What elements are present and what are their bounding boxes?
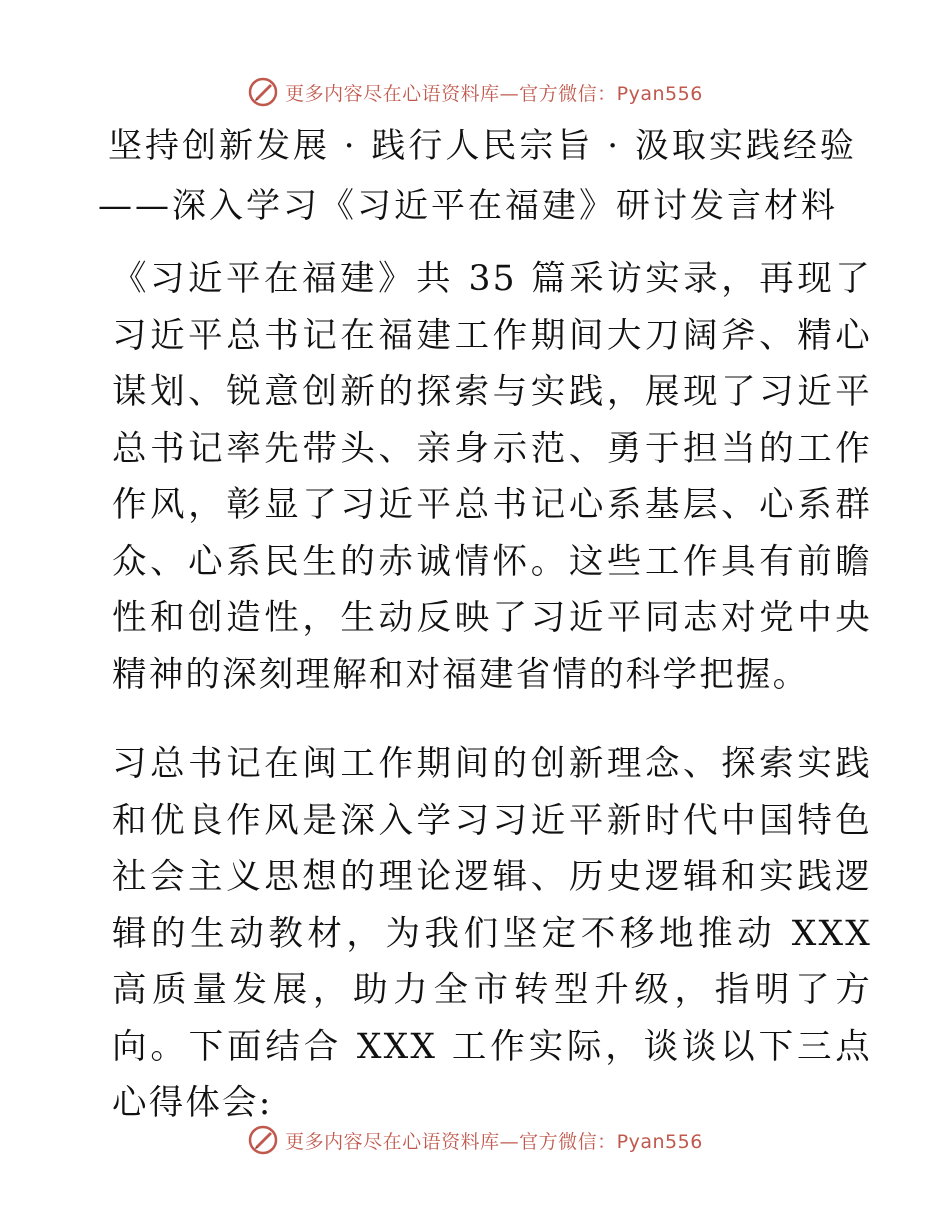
header-watermark-banner <box>0 72 950 112</box>
footer-watermark-banner <box>0 1120 950 1160</box>
header-wechat-id: Pyan556 <box>616 82 703 105</box>
document-title: 坚持创新发展 · 践行人民宗旨 · 汲取实践经验 <box>108 126 857 166</box>
document-subtitle: ——深入学习《习近平在福建》研讨发言材料 <box>98 186 838 226</box>
body-paragraph-1: 《习近平在福建》共 35 篇采访实录，再现了习近平总书记在福建工作期间大刀阔斧、精心谋划、锐意创新的探索与实践，展现了习近平总书记率先带头、亲身示范、勇于担当的工作作风，彰显了习近平总书记心系基层、心系群众、心系民生的赤诚情怀。这些工作具有前瞻性和创造性，生动反映了习近平同志对党中央精神的深刻理解和对福建省情的科学把握。 <box>112 259 872 695</box>
logo-icon <box>247 76 279 108</box>
footer-wechat-id: Pyan556 <box>616 1130 703 1153</box>
footer-watermark-text: 更多内容尽在心语资料库—官方微信：Pyan556 <box>285 1130 703 1153</box>
logo-icon <box>247 1124 279 1156</box>
header-watermark-text: 更多内容尽在心语资料库—官方微信：Pyan556 <box>285 82 703 105</box>
body-paragraph-2: 习总书记在闽工作期间的创新理念、探索实践和优良作风是深入学习习近平新时代中国特色社会主义思想的理论逻辑、历史逻辑和实践逻辑的生动教材，为我们坚定不移地推动 XXX 高质量发展，助力全市转型升级，指明了方向。下面结合 XXX 工作实际，谈谈以下三点心得体会: <box>112 744 872 1123</box>
